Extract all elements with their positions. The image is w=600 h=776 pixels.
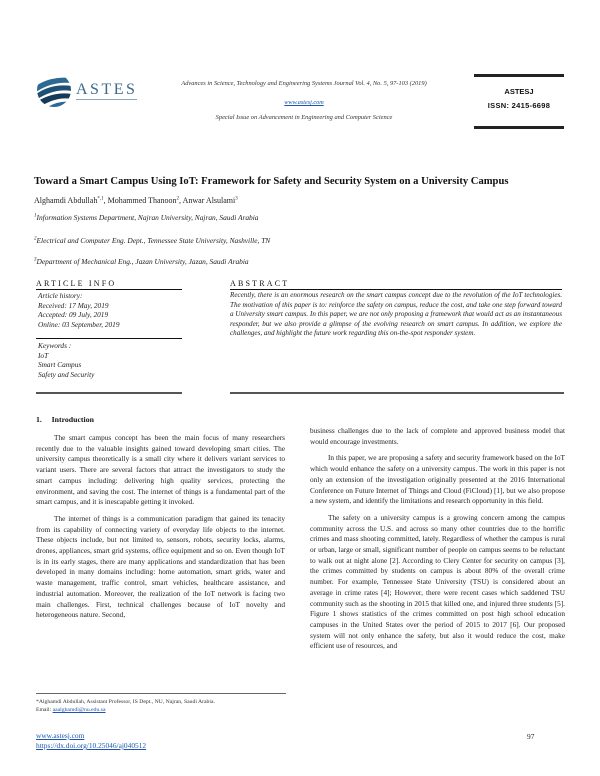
keywords-block xyxy=(38,341,94,379)
keyword: IoT xyxy=(38,350,49,360)
paragraph: The smart campus concept has been the main focus of many researchers recently due to the valuable insights gained toward developing smart cities. The university campus theoretically is a small city where it delivers variant services to variant users. There are several factors that attract the investigators to study the smart campus including: delivering high quality services, protecting the environment, and saving the cost. The internet of things is a fundamental part of the smart campus, and it is inescapable getting it invoked. xyxy=(36,433,285,507)
journal-url-link[interactable]: www.astesj.com xyxy=(284,99,324,106)
history-label: Article history: xyxy=(38,291,83,300)
site-link[interactable]: www.astesj.com xyxy=(36,731,85,740)
body-column-right xyxy=(310,426,565,658)
affiliation-mark: 1 xyxy=(34,213,37,219)
paragraph: The internet of things is a communication paradigm that gained its tenacity from its capability of connecting variety of everyday life objects to the internet. These objects include, but not limited to, sensors, robots, security locks, alarms, drones, appliances, smart grid systems, office equipment and so on. Even though IoT is in its early stages, there are many applications and standardization that has been developed in many domains including: home automation, smart grids, water and waste management, traffic control, smart vehicles, healthcare assistance, and industrial automation. Moreover, the realization of the IoT network is facing two main challenges. First, technical challenges because of IoT novelty and heterogeneous nature. Second, xyxy=(36,513,285,620)
doi-link[interactable]: https://dx.doi.org/10.25046/aj040512 xyxy=(36,741,147,750)
keyword: Smart Campus xyxy=(38,360,82,370)
abstract-heading: ABSTRACT xyxy=(230,279,562,290)
footer-links xyxy=(36,731,146,751)
affiliation xyxy=(34,213,259,222)
journal-abbreviation: ASTESJ xyxy=(504,87,534,96)
special-issue-label: Special Issue on Advancement in Engineering and Computer Science xyxy=(215,114,393,121)
affiliation-mark: 3 xyxy=(34,257,37,263)
affiliation-mark: 2 xyxy=(34,236,37,242)
issn-bottom-rule xyxy=(474,126,564,129)
issn-number: ISSN: 2415-6698 xyxy=(487,101,551,110)
issn-box xyxy=(474,74,566,130)
affiliation xyxy=(34,257,249,266)
section-title: Introduction xyxy=(51,415,94,424)
divider xyxy=(230,392,564,394)
section-number: 1. xyxy=(36,415,42,424)
footnote-text: *Alghamdi Abdullah, Assistant Professor, IS Dept., NU, Najran, Saudi Arabia. xyxy=(36,699,215,705)
astes-logo xyxy=(36,72,136,108)
divider xyxy=(36,338,182,339)
logo-text: ASTES xyxy=(76,81,138,98)
article-history xyxy=(38,291,119,329)
author-mark: 3 xyxy=(235,196,238,202)
paragraph: The safety on a university campus is a growing concern among the campus community across the U.S. and across so many other countries due to the horrific crimes and mass shooting committed, lately. Regardless of whether the campus is rural or urban, large or small, significant number of people on campus seems to be reluctant to walk out at night alone [2]. According to Clery Center for security on campus [3], the crimes committed by students on campus is about 80% of the overall crime number. For example, Tennessee State University (TSU) is considered about an average in crime rates [4]; However, there were recent cases which saddened TSU community such as the shooting in 2015 that killed one, and injured three students [5]. Figure 1 shows statistics of the crimes committed on post high school education campuses in the United States over the period of 2015 to 2017 [6]. Our proposed system will not only enhance the safety, but also it would reduce the cost, make efficient use of resources, and xyxy=(310,512,565,651)
affiliation-text: Department of Mechanical Eng., Jazan University, Jazan, Saudi Arabia xyxy=(36,257,249,266)
article-info-heading: ARTICLE INFO xyxy=(36,279,182,290)
affiliation-text: Information Systems Department, Najran University, Najran, Saudi Arabia xyxy=(36,213,259,222)
affiliation-text: Electrical and Computer Eng. Dept., Tennessee State University, Nashville, TN xyxy=(36,236,271,245)
keyword: Safety and Security xyxy=(38,369,95,379)
keywords-label: Keywords : xyxy=(38,341,72,350)
issn-top-rule xyxy=(474,74,564,77)
paragraph: business challenges due to the lack of complete and approved business model that would encourage investments. xyxy=(310,426,565,446)
email-link[interactable]: aaalghamdi@nu.edu.sa xyxy=(52,707,106,713)
page-number: 97 xyxy=(527,732,535,741)
author-name: Anwar Alsulami xyxy=(182,196,236,205)
section-heading xyxy=(36,415,94,424)
author-name: Alghamdi Abdullah xyxy=(34,196,98,205)
email-label: Email: xyxy=(36,707,52,713)
abstract-text: Recently, there is an enormous research on the smart campus concept due to the revolution of the IoT technologies. The motivation of this paper is to: reinforce the safety on campus, reduce the cost, and take one step forward toward a University smart campus. In this paper, we are not only proposing a framework that would act as an instantaneous responder, but we also provide a glimpse of the evolving research on smart campus. In addition, we explore the challenges, and highlight the future work regarding this on-the-spot responder system. xyxy=(230,291,562,338)
footnote-divider xyxy=(36,693,286,694)
paper-title: Toward a Smart Campus Using IoT: Framework for Safety and Security System on a University Campus xyxy=(34,176,509,187)
paragraph: In this paper, we are proposing a safety and security framework based on the IoT which would enhance the safety on a university campus. The work in this paper is not only an extension of the investigation originally presented at the 2016 International Conference on Future Internet of Things and Cloud (FiCloud) [1], but we also propose a new system, and identify the limitations and research opportunity in this field. xyxy=(310,453,565,506)
journal-citation: Advances in Science, Technology and Engineering Systems Journal Vol. 4, No. 5, 97-103 (2019) xyxy=(181,80,427,87)
online-date: Online: 03 September, 2019 xyxy=(38,319,120,329)
corresponding-author-footnote xyxy=(36,698,215,714)
received-date: Received: 17 May, 2019 xyxy=(38,300,109,310)
accepted-date: Accepted: 09 July, 2019 xyxy=(38,310,109,320)
affiliation xyxy=(34,236,270,245)
author-mark: *,1 xyxy=(97,196,104,202)
divider xyxy=(36,392,182,394)
author-list: Alghamdi Abdullah$^{*,1}$, Mohammed Thanoon$^2$, Anwar Alsulami$^3$ xyxy=(34,196,238,205)
author-name: Mohammed Thanoon xyxy=(107,196,177,205)
astes-wave-logo-icon xyxy=(36,72,72,108)
body-column-left xyxy=(36,433,285,627)
author-mark: 2 xyxy=(176,196,180,202)
